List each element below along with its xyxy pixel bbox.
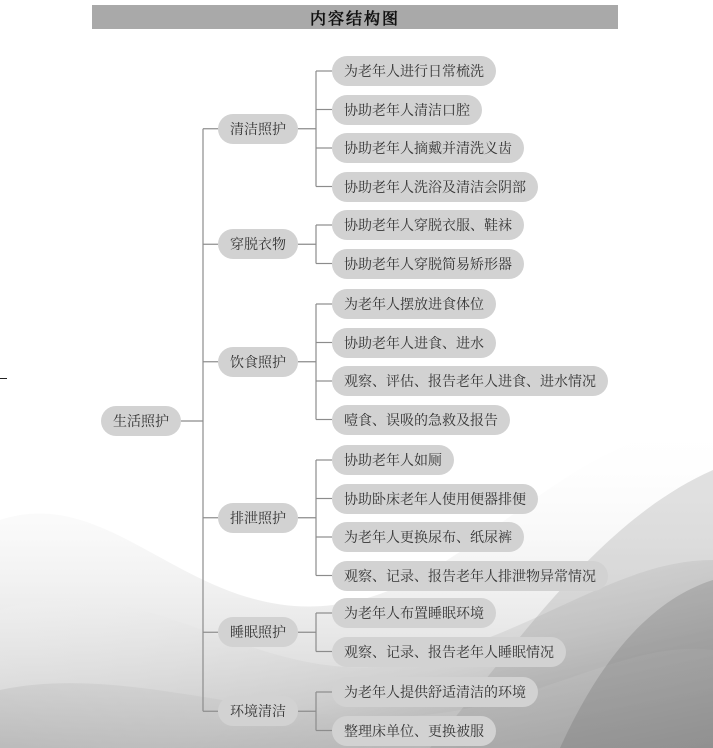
page-edge-tick xyxy=(0,378,7,379)
leaf-node: 协助老年人如厕 xyxy=(332,445,454,475)
leaf-node: 为老年人布置睡眠环境 xyxy=(332,598,496,628)
header-bar xyxy=(92,5,618,29)
leaf-node: 观察、评估、报告老年人进食、进水情况 xyxy=(332,366,608,396)
root-node: 生活照护 xyxy=(101,406,181,436)
leaf-node: 协助卧床老年人使用便器排便 xyxy=(332,484,538,514)
leaf-node: 协助老年人穿脱简易矫形器 xyxy=(332,249,524,279)
branch-node: 排泄照护 xyxy=(218,503,298,533)
leaf-node: 协助老年人摘戴并清洗义齿 xyxy=(332,133,524,163)
branch-node: 饮食照护 xyxy=(218,347,298,377)
leaf-node: 为老年人进行日常梳洗 xyxy=(332,56,496,86)
page-title: 内容结构图 xyxy=(309,8,400,28)
leaf-node: 观察、记录、报告老年人睡眠情况 xyxy=(332,637,566,667)
leaf-node: 整理床单位、更换被服 xyxy=(332,716,496,746)
leaf-node: 协助老年人洗浴及清洁会阴部 xyxy=(332,172,538,202)
leaf-node: 为老年人摆放进食体位 xyxy=(332,289,496,319)
branch-node: 穿脱衣物 xyxy=(218,229,298,259)
branch-node: 睡眠照护 xyxy=(218,617,298,647)
leaf-node: 协助老年人进食、进水 xyxy=(332,328,496,358)
leaf-node: 协助老年人清洁口腔 xyxy=(332,95,482,125)
leaf-node: 观察、记录、报告老年人排泄物异常情况 xyxy=(332,561,608,591)
branch-node: 环境清洁 xyxy=(218,696,298,726)
leaf-node: 噎食、误吸的急救及报告 xyxy=(332,405,510,435)
leaf-node: 为老年人更换尿布、纸尿裤 xyxy=(332,522,524,552)
leaf-node: 为老年人提供舒适清洁的环境 xyxy=(332,677,538,707)
leaf-node: 协助老年人穿脱衣服、鞋袜 xyxy=(332,210,524,240)
branch-node: 清洁照护 xyxy=(218,114,298,144)
